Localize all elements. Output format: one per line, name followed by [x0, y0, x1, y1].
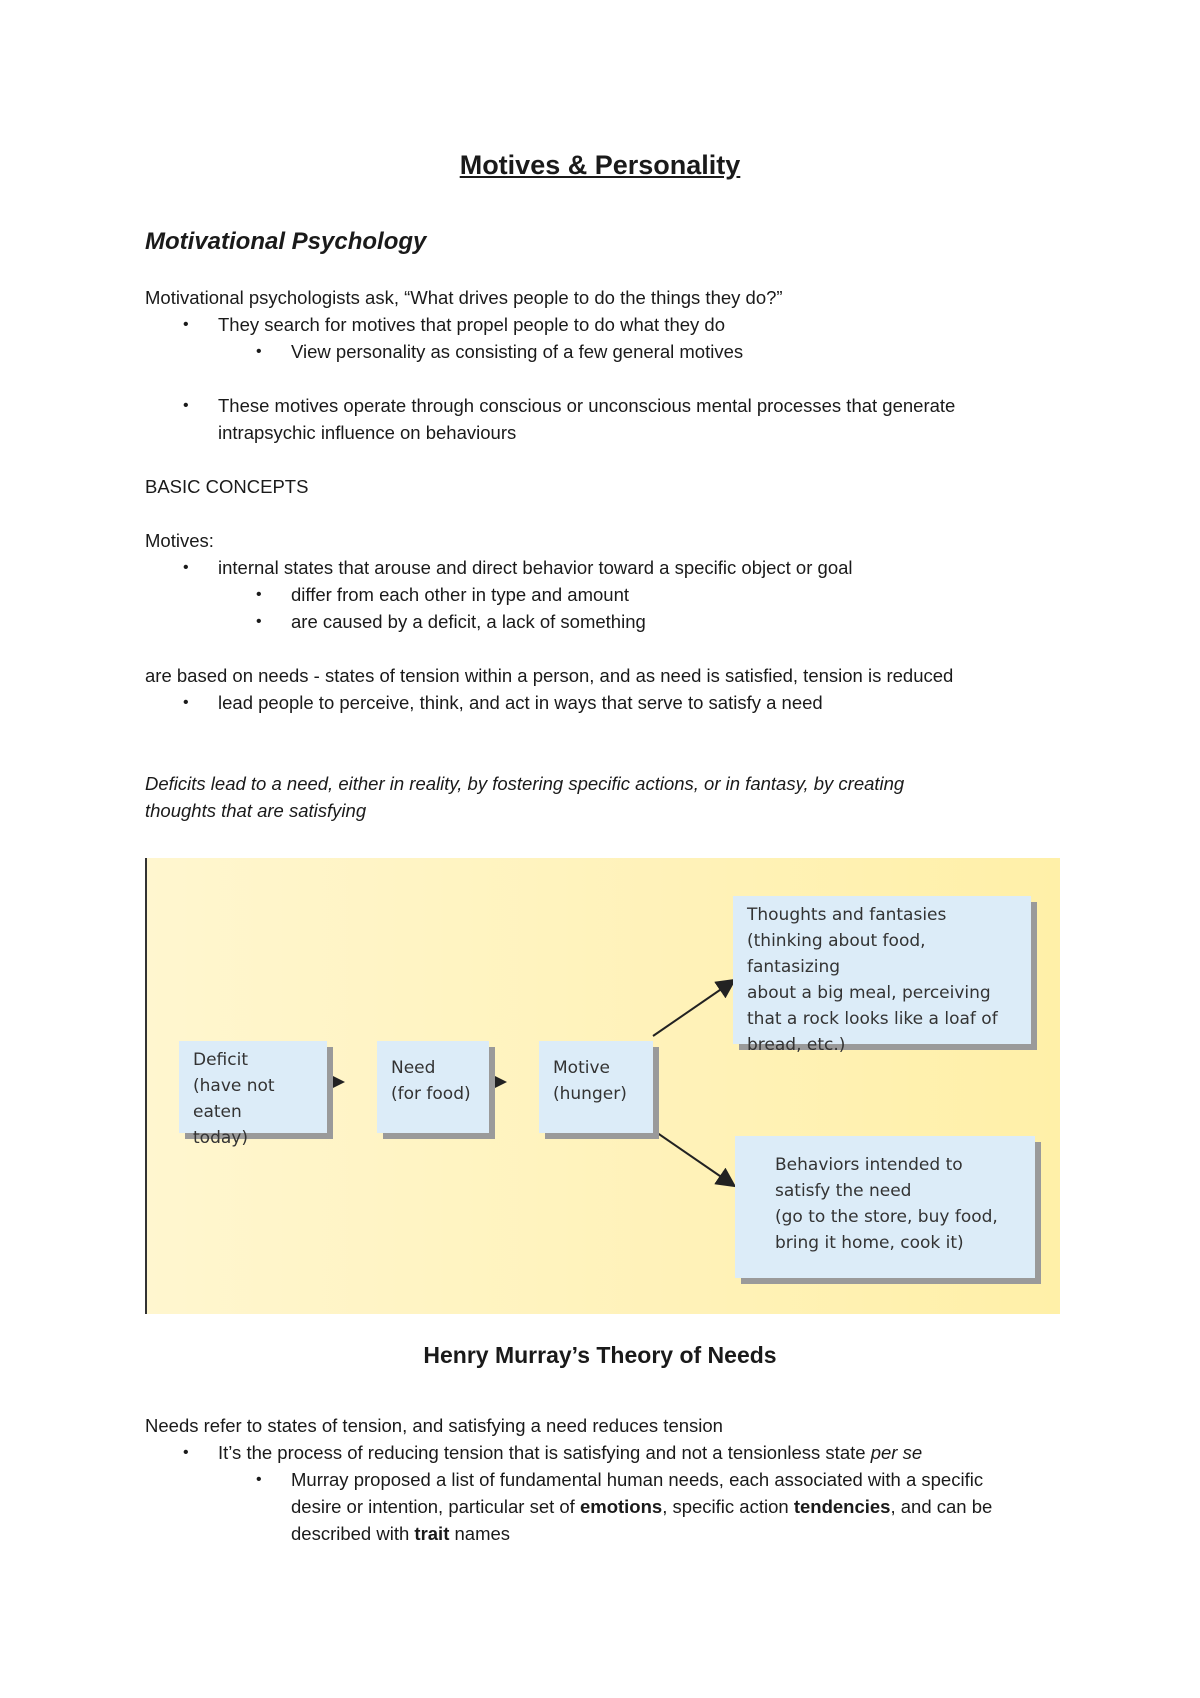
- bold-term-tendencies: tendencies: [793, 1496, 891, 1517]
- arrow-motive-to-behaviors: [653, 1130, 733, 1185]
- box-line: (have not eaten: [193, 1076, 275, 1122]
- deficit-box: [179, 1041, 327, 1148]
- deficits-line: thoughts that are satisfying: [145, 800, 367, 821]
- section-heading-murray: Henry Murray’s Theory of Needs: [423, 1342, 777, 1368]
- bullet-item: • internal states that arouse and direct behavior toward a specific object or goal: [145, 554, 1075, 581]
- box-line: satisfy the need: [775, 1181, 912, 1201]
- text-run: desire or intention, particular set of: [291, 1496, 580, 1517]
- box-line: bring it home, cook it): [775, 1233, 964, 1253]
- box-line: (go to the store, buy food,: [775, 1207, 998, 1227]
- bullet-text: It’s the process of reducing tension that is satisfying and not a tensionless state: [218, 1442, 871, 1463]
- bold-term-trait: trait: [414, 1523, 450, 1544]
- sub-bullet-item: [145, 1466, 1075, 1547]
- motive-box: [539, 1041, 653, 1133]
- bullet-item: • lead people to perceive, think, and act in ways that serve to satisfy a need: [145, 689, 1075, 716]
- sub-bullet-item: • differ from each other in type and amount: [145, 581, 1075, 608]
- need-box: [377, 1041, 489, 1133]
- bullet-item: [145, 1439, 1075, 1466]
- deficits-line: Deficits lead to a need, either in reality, by fostering specific actions, or in fantasy, by creating: [145, 773, 905, 794]
- text-run: described with: [291, 1523, 415, 1544]
- sub-bullet-line: Murray proposed a list of fundamental human needs, each associated with a specific: [291, 1469, 984, 1490]
- bullet-item: • They search for motives that propel people to do what they do: [145, 311, 1075, 338]
- needs-paragraph: are based on needs - states of tension within a person, and as need is satisfied, tension is reduced: [145, 665, 954, 686]
- murray-body: [145, 1412, 1075, 1547]
- deficits-paragraph: [145, 770, 1075, 824]
- box-line: Thoughts and fantasies: [747, 905, 947, 925]
- sub-bullet-item: • are caused by a deficit, a lack of something: [145, 608, 1075, 635]
- bullet-text-line: These motives operate through conscious or unconscious mental processes that generate: [218, 395, 956, 416]
- deficit-need-motive-diagram: [145, 858, 1060, 1314]
- box-line: Deficit: [193, 1050, 248, 1070]
- text-run: , specific action: [662, 1496, 794, 1517]
- box-line: today): [193, 1128, 248, 1148]
- box-line: Need: [391, 1058, 436, 1078]
- bullet-item: [145, 392, 1075, 446]
- box-line: that a rock looks like a loaf of: [747, 1009, 998, 1029]
- motivational-psychology-body: [145, 284, 1075, 824]
- box-line: bread, etc.): [747, 1035, 846, 1055]
- box-line: (thinking about food, fantasizing: [747, 931, 926, 977]
- thoughts-box: [733, 896, 1031, 1055]
- box-line: Motive: [553, 1058, 610, 1078]
- bullet-text-line: intrapsychic influence on behaviours: [218, 422, 517, 443]
- sub-bullet-item: • View personality as consisting of a few general motives: [145, 338, 1075, 365]
- box-line: (hunger): [553, 1084, 627, 1104]
- basic-concepts-heading: BASIC CONCEPTS: [145, 476, 309, 497]
- box-line: about a big meal, perceiving: [747, 983, 991, 1003]
- motives-label: Motives:: [145, 530, 214, 551]
- behaviors-box: [735, 1136, 1035, 1278]
- text-run: , and can be: [890, 1496, 993, 1517]
- page-title: Motives & Personality: [459, 150, 741, 180]
- section-heading-motivational-psychology: Motivational Psychology: [145, 228, 427, 255]
- bullet-italic-text: per se: [870, 1442, 923, 1463]
- text-run: names: [449, 1523, 511, 1544]
- box-line: Behaviors intended to: [775, 1155, 963, 1175]
- bold-term-emotions: emotions: [579, 1496, 663, 1517]
- arrow-motive-to-thoughts: [653, 981, 733, 1036]
- needs-definition: Needs refer to states of tension, and satisfying a need reduces tension: [145, 1415, 723, 1436]
- intro-paragraph: Motivational psychologists ask, “What drives people to do the things they do?”: [145, 287, 783, 308]
- box-line: (for food): [391, 1084, 471, 1104]
